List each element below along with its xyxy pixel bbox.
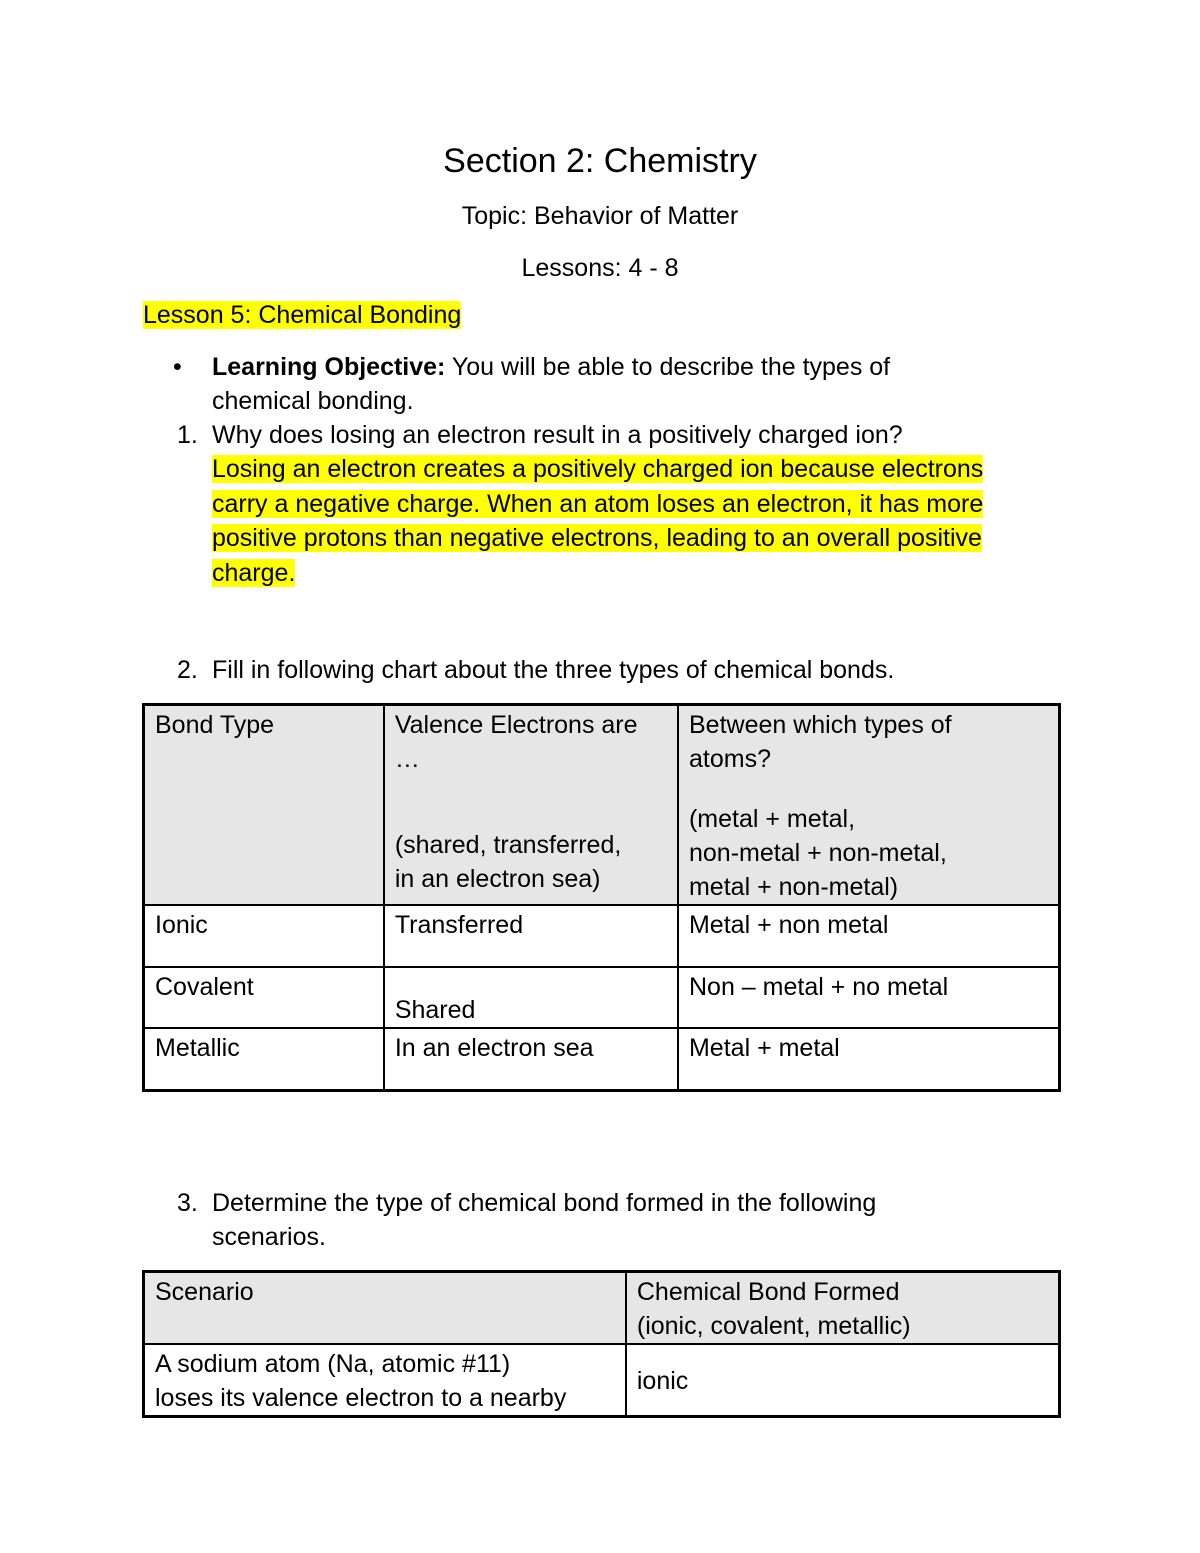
question-number: 1. bbox=[177, 421, 198, 449]
table-cell: Covalent bbox=[144, 967, 384, 1028]
question-text: Determine the type of chemical bond formed in the following bbox=[212, 1189, 877, 1217]
header-cell-atoms: Between which types of atoms? (metal + metal, non-metal + non-metal, metal + non-metal) bbox=[678, 705, 1060, 906]
table-cell: Shared bbox=[384, 967, 678, 1028]
header-cell-bond-formed: Chemical Bond Formed (ionic, covalent, metallic) bbox=[626, 1272, 1060, 1345]
table-cell: Metal + metal bbox=[678, 1028, 1060, 1090]
table-header-row bbox=[144, 705, 1060, 906]
table-cell: ionic bbox=[626, 1344, 1060, 1417]
table-cell: Non – metal + no metal bbox=[678, 967, 1060, 1028]
answer-line: Losing an electron creates a positively charged ion because electrons bbox=[212, 455, 984, 484]
table-row bbox=[144, 905, 1060, 967]
header-cell-valence: Valence Electrons are … (shared, transferred, in an electron sea) bbox=[384, 705, 678, 906]
scenario-table bbox=[142, 1270, 1061, 1418]
objective-text: You will be able to describe the types of bbox=[445, 353, 891, 381]
table-cell: Metal + non metal bbox=[678, 905, 1060, 967]
table-row bbox=[144, 1028, 1060, 1090]
bullet-icon: • bbox=[173, 353, 182, 381]
answer-line: charge. bbox=[212, 558, 296, 587]
lesson-heading-text: Lesson 5: Chemical Bonding bbox=[143, 301, 462, 329]
answer-line: carry a negative charge. When an atom loses an electron, it has more bbox=[212, 489, 984, 518]
question-2 bbox=[143, 653, 1073, 687]
table-row bbox=[144, 1344, 1060, 1417]
bond-types-table bbox=[142, 703, 1061, 1092]
lessons-line: Lessons: 4 - 8 bbox=[521, 254, 679, 282]
question-text: Fill in following chart about the three types of chemical bonds. bbox=[212, 656, 895, 684]
learning-objective bbox=[143, 350, 1073, 419]
table-cell: In an electron sea bbox=[384, 1028, 678, 1090]
objective-text-cont: chemical bonding. bbox=[212, 387, 414, 416]
table-cell: A sodium atom (Na, atomic #11) loses its valence electron to a nearby bbox=[144, 1344, 626, 1417]
question-1 bbox=[143, 418, 1073, 590]
answer-line: positive protons than negative electrons, leading to an overall positive bbox=[212, 524, 982, 553]
question-text: Why does losing an electron result in a positively charged ion? bbox=[212, 421, 903, 449]
table-header-row bbox=[144, 1272, 1060, 1345]
header-cell-bond-type: Bond Type bbox=[144, 705, 384, 906]
topic-line: Topic: Behavior of Matter bbox=[461, 202, 739, 230]
question-number: 2. bbox=[177, 656, 198, 684]
table-cell: Ionic bbox=[144, 905, 384, 967]
question-number: 3. bbox=[177, 1189, 198, 1217]
table-row bbox=[144, 967, 1060, 1028]
question-text-cont: scenarios. bbox=[212, 1223, 326, 1252]
question-3 bbox=[143, 1186, 1073, 1255]
lesson-heading bbox=[143, 301, 461, 330]
header-cell-scenario: Scenario bbox=[144, 1272, 626, 1345]
page-title: Section 2: Chemistry bbox=[443, 142, 757, 180]
table-cell: Transferred bbox=[384, 905, 678, 967]
table-cell: Metallic bbox=[144, 1028, 384, 1090]
objective-label: Learning Objective: bbox=[212, 353, 446, 381]
